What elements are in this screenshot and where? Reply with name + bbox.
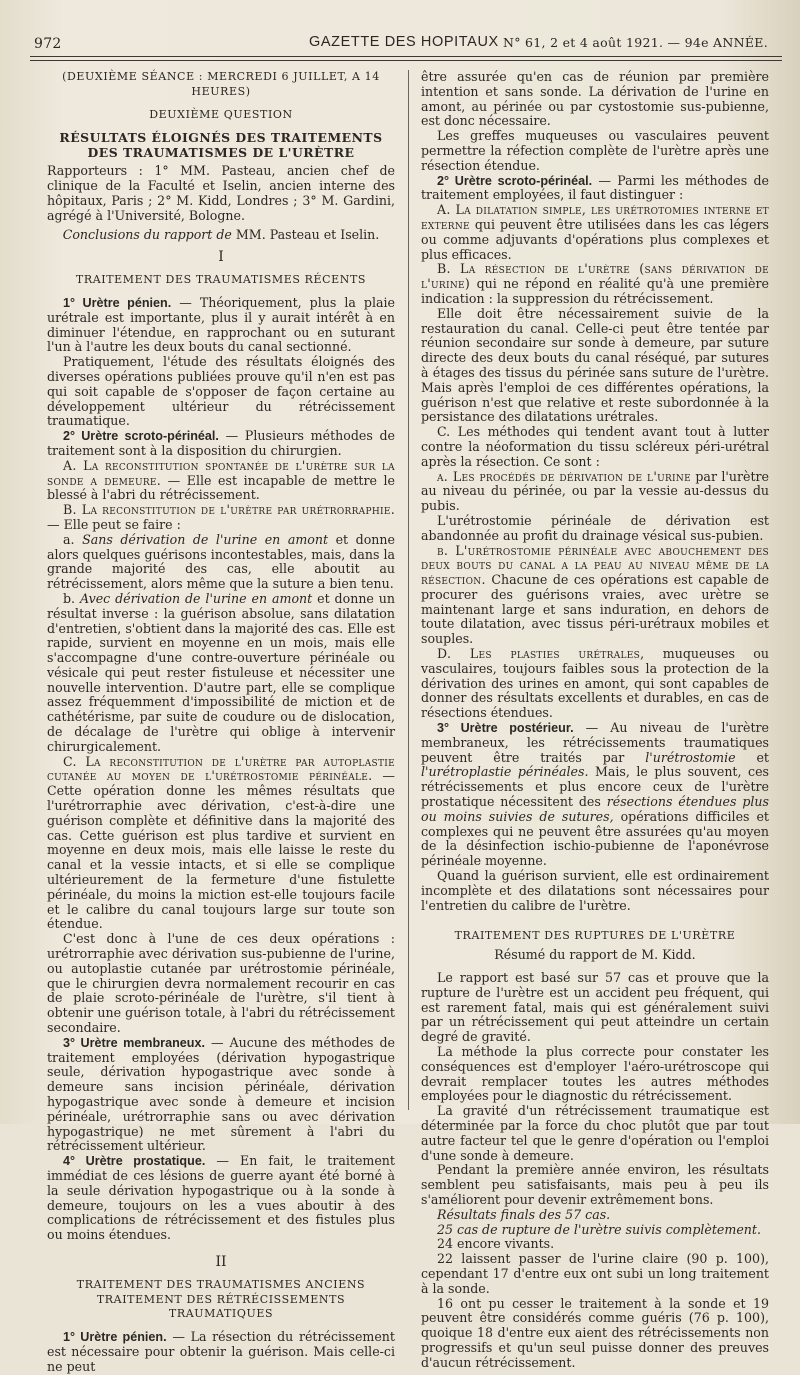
paragraph: Pendant la première année environ, les résultats semblent peu satisfaisants, mais peu à peu ils s'améliorent pour devenir extrêmement bons.	[421, 1162, 769, 1207]
paragraph: b. Avec dérivation de l'urine en amont et donne un résultat inverse : la guérison absolue, sans dilatation d'entretien, s'obtient dans la majorité des cas. Elle est rapide, survient en moyenne en un mois, mais elle s'accompagne d'une contre-ouverture périnéale ou vésicale qui peut rester fistuleuse et nécessiter une nouvelle intervention. D'autre part, elle se complique assez fréquemment d'impossibilité de miction et de cathétérisme, par suite de coudure ou de dislocation, de décalage de l'urètre qui oblige à intervenir chirurgicalement.	[47, 590, 396, 754]
results-line: 16 ont pu cesser le traitement à la sonde et 19 peuvent être considérés comme guéris (76 p. 100), quoique 18 d'entre eux aient des rétrécissements non progressifs et qu'un seul puisse donner des preuves d'aucun rétrécissement.	[421, 1295, 769, 1370]
paragraph: La gravité d'un rétrécissement traumatique est déterminée par la force du choc plutôt que par tout autre facteur tel que le genre d'opération ou l'emploi d'une sonde à demeure.	[421, 1103, 769, 1163]
paragraph: 1° Urètre pénien. — La résection du rétrécissement est nécessaire pour obtenir la guérison. Mais celle-ci ne peut	[47, 1329, 395, 1374]
journal-title: GAZETTE DES HOPITAUX	[309, 34, 499, 50]
paragraph: C. La reconstitution de l'urètre par autoplastie cutanée au moyen de l'urétrostomie périnéale. — Cette opération donne les mêmes résultats que l'urétrorraphie avec dérivation, c'est-à-dire une guérison complète et définitive dans la majorité des cas. Cette guérison est plus tardive et survient en moyenne en deux mois, mais elle laisse le reste du canal et la vessie intacts, et si elle se complique ultérieurement de la fermeture d'une fistulette périnéale, du moins la miction est-elle toujours facile et le calibre du canal toujours large sur toute son étendue.	[47, 753, 395, 932]
section-title-2a: TRAITEMENT DES TRAUMATISMES ANCIENS	[76, 1277, 366, 1291]
section-title-2b: TRAITEMENT DES RÉTRÉCISSEMENTS TRAUMATIQUES	[96, 1292, 346, 1321]
paragraph: A. La reconstitution spontanée de l'urètre sur la sonde a demeure. — Elle est incapable de mettre le blessé à l'abri du rétrécissement.	[47, 457, 395, 503]
paragraph: b. L'urétrostomie périnéale avec abouchement des deux bouts du canal a la peau au niveau même de la résection. Chacune de ces opérations est capable de procurer des guérisons vraies, avec urètre se maintenant large et sans induration, en dehors de toute dilatation, avec tissus péri-urétraux mobiles et souples.	[421, 542, 769, 647]
section-numeral-2: II	[215, 1253, 227, 1270]
paragraph: Les greffes muqueuses ou vasculaires peuvent permettre la réfection complète de l'urètre après une résection étendue.	[421, 128, 769, 173]
column-divider	[408, 70, 409, 1110]
header-rule	[30, 56, 782, 57]
section-subtitle-3: Résumé du rapport de M. Kidd.	[494, 947, 696, 963]
results-heading: Résultats finals des 57 cas.	[437, 1206, 611, 1222]
paragraph: D. Les plasties urétrales, muqueuses ou vasculaires, toujours faibles sous la protection de la dérivation des urines en amont, qui sont capables de donner des résultats excellents et durables, en cas de résections étendues.	[421, 646, 769, 721]
left-column	[47, 70, 396, 1374]
paragraph: 2° Urètre scroto-périnéal. — Plusieurs méthodes de traitement sont à la disposition du chirurgien.	[47, 428, 395, 458]
paragraph: Le rapport est basé sur 57 cas et prouve que la rupture de l'urètre est un accident peu fréquent, qui est rarement fatal, mais qui est généralement suivi par un rétrécissement qui peut atteindre un certain degré de gravité.	[421, 970, 769, 1045]
paragraph: La méthode la plus correcte pour constater les conséquences est d'employer l'aéro-urétroscope qui devrait remplacer toutes les autres méthodes employées pour le diagnostic du rétrécissement.	[421, 1044, 769, 1104]
article-title-line1: RÉSULTATS ÉLOIGNÉS DES TRAITEMENTS	[59, 130, 383, 146]
article-title-line2: DES TRAUMATISMES DE L'URÈTRE	[87, 145, 355, 161]
header-rule-thin	[30, 60, 782, 61]
paragraph: 3° Urètre membraneux. — Aucune des méthodes de traitement employées (dérivation hypogastrique seule, dérivation hypogastrique avec sonde à demeure sans incision périnéale, dérivation hypogastrique avec sonde à demeure et incision périnéale, urétrorraphie sans ou avec dérivation hypogastrique) ne met sûrement à l'abri du rétrécissement ultérieur.	[47, 1034, 395, 1154]
paragraph: 3° Urètre postérieur. — Au niveau de l'urètre membraneux, les rétrécissements traumatiques peuvent être traités par l'urétrostomie et l'urétroplastie périnéales. Mais, le plus souvent, ces rétrécissements et plus encore ceux de l'urètre prostatique nécessitent des résections étendues plus ou moins suivies de sutures, opérations difficiles et complexes qui ne peuvent être assurées qu'au moyen de la désinfection ischio-pubienne de l'aponévrose périnéale moyenne.	[421, 720, 769, 869]
paragraph: a. Sans dérivation de l'urine en amont et donne alors quelques guérisons incontestables, mais, dans la grande majorité des cas, elle aboutit au rétrécissement, alors même que la suture a bien tenu.	[47, 531, 395, 592]
paragraph: C. Les méthodes qui tendent avant tout à lutter contre la néoformation du tissu scléreux péri-urétral après la résection. Ce sont :	[421, 424, 769, 469]
page-header	[34, 33, 778, 53]
paragraph: B. La reconstitution de l'urètre par urétrorraphie. — Elle peut se faire :	[47, 502, 395, 532]
results-line: 24 encore vivants.	[437, 1236, 555, 1252]
question-heading: DEUXIÈME QUESTION	[149, 107, 293, 121]
paragraph: C'est donc à l'une de ces deux opérations : urétrorraphie avec dérivation sus-pubienne de l'urine, ou autoplastie cutanée par urétrostomie périnéale, que le chirurgien devra normalement recourir en cas de plaie scroto-périnéale de l'urètre, s'il tient à obtenir une guérison totale, à l'abri du rétrécissement secondaire.	[47, 931, 395, 1036]
paragraph: Elle doit être nécessairement suivie de la restauration du canal. Celle-ci peut être tentée par réunion secondaire sur sonde à demeure, par suture directe des deux bouts du canal réséqué, par sutures à étages des tissus du périnée sans suture de l'urètre. Mais après l'emploi de ces différentes opérations, la guérison n'est que relative et reste subordonnée à la persistance des dilatations urétrales.	[421, 305, 769, 425]
paragraph: A. La dilatation simple, les urétrotomies interne et externe qui peuvent être utilisées dans les cas légers ou comme adjuvants d'opérations plus complexes et plus efficaces.	[421, 202, 769, 262]
session-line: (DEUXIÈME SÉANCE : MERCREDI 6 JUILLET, A 14 HEURES)	[62, 70, 380, 98]
right-column	[421, 69, 769, 1370]
issue-info: N° 61, 2 et 4 août 1921. — 94e ANNÉE.	[502, 35, 768, 50]
paragraph: être assurée qu'en cas de réunion par première intention et sans sonde. La dérivation de l'urine en amont, au périnée ou par cystostomie sus-pubienne, est donc nécessaire.	[421, 69, 769, 129]
paragraph: Quand la guérison survient, elle est ordinairement incomplète et des dilatations sont nécessaires pour l'entretien du calibre de l'urètre.	[421, 868, 769, 913]
results-line: 22 laissent passer de l'urine claire (90 p. 100), cependant 17 d'entre eux ont subi un long traitement à la sonde.	[421, 1251, 769, 1296]
paragraph: B. La résection de l'urètre (sans dérivation de l'urine) qui ne répond en réalité qu'à une première indication : la suppression du rétrécissement.	[421, 261, 769, 306]
paragraph: L'urétrostomie périnéale de dérivation est abandonnée au profit du drainage vésical sus-pubien.	[421, 512, 769, 543]
results-line: 25 cas de rupture de l'urètre suivis complètement.	[437, 1221, 761, 1237]
rapporteurs: Rapporteurs : 1° MM. Pasteau, ancien chef de clinique de la Faculté et Iselin, ancien interne des hôpitaux, Paris ; 2° M. Kidd, Londres ; 3° M. Gardini, agrégé à l'Université, Bologne.	[47, 163, 395, 223]
page-number: 972	[34, 36, 62, 52]
section-title-1: TRAITEMENT DES TRAUMATISMES RÉCENTS	[75, 273, 367, 287]
paragraph: Pratiquement, l'étude des résultats éloignés des diverses opérations publiées prouve qu'il n'en est pas qui soit capable de s'opposer de façon certaine au développement ultérieur du rétrécissement traumatique.	[47, 354, 395, 429]
section-numeral-1: I	[218, 249, 224, 266]
paragraph: 2° Urètre scroto-périnéal. — Parmi les méthodes de traitement employées, il faut distinguer :	[421, 172, 769, 203]
article-columns	[47, 69, 769, 1374]
paragraph: 1° Urètre pénien. — Théoriquement, plus la plaie urétrale est importante, plus il y aurait intérêt à en diminuer l'étendue, en rapprochant ou en suturant l'un à l'autre les deux bouts du canal sectionné.	[47, 294, 395, 355]
conclusions-heading: Conclusions du rapport de MM. Pasteau et Iselin.	[62, 226, 380, 242]
paragraph: 4° Urètre prostatique. — En fait, le traitement immédiat de ces lésions de guerre ayant été borné à la seule dérivation hypogastrique ou à la sonde à demeure, toujours on les a vues aboutir à des complications de rétrécissement et des fistules plus ou moins étendues.	[47, 1153, 395, 1243]
section-title-3: TRAITEMENT DES RUPTURES DE L'URÈTRE	[454, 929, 736, 943]
paragraph: a. Les procédés de dérivation de l'urine par l'urètre au niveau du périnée, ou par la vessie au-dessus du pubis.	[421, 468, 769, 514]
